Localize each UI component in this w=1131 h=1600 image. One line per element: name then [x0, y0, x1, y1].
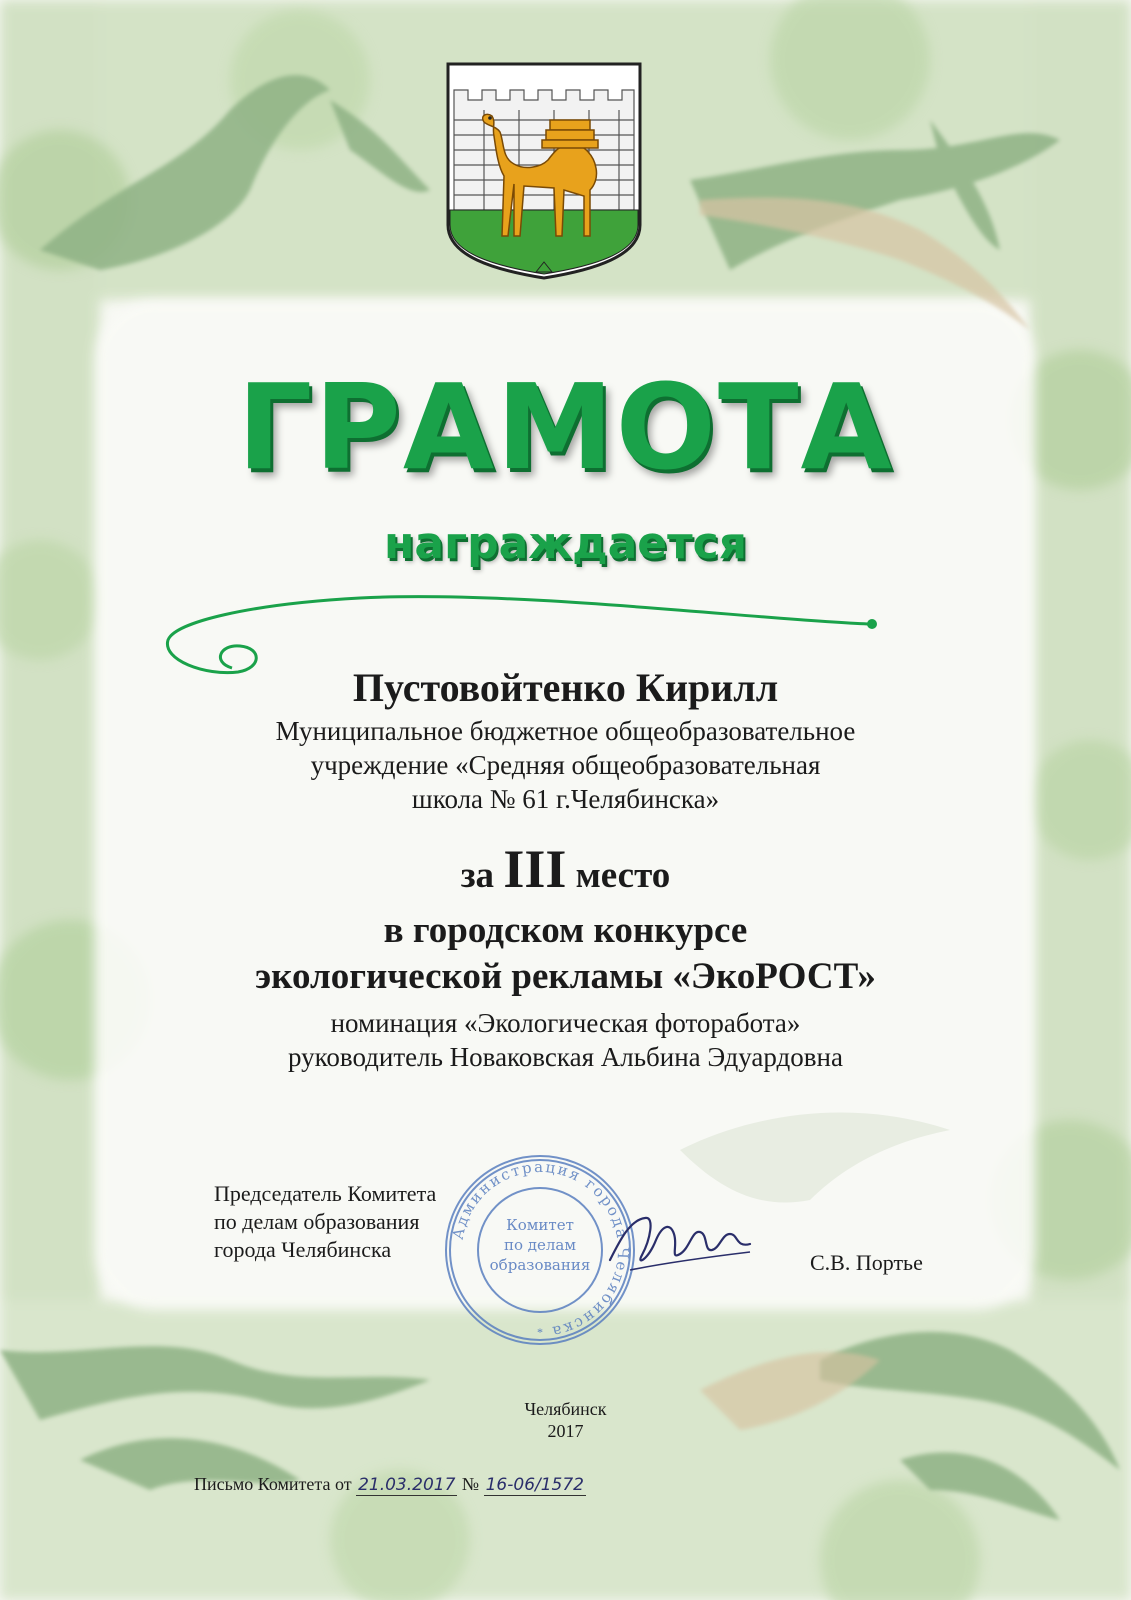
place-prefix: за: [460, 855, 495, 896]
committee-letter: [194, 1474, 586, 1495]
coat-of-arms: [444, 60, 644, 285]
handwritten-signature: [600, 1200, 760, 1290]
signatory-line: Председатель Комитета: [214, 1181, 437, 1206]
recipient-name: Пустовойтенко Кирилл: [352, 665, 779, 710]
stamp-ring-text: Администрация города Челябинска: [448, 1157, 633, 1342]
letter-number: 16-06/1572: [485, 1475, 584, 1495]
signatory-name: С.В. Портье: [810, 1250, 923, 1275]
letter-prefix: Письмо Комитета от: [194, 1474, 352, 1494]
contest-line: в городском конкурсе: [383, 910, 748, 951]
svg-text:*: *: [537, 1325, 543, 1339]
stamp-center-line: Комитет: [506, 1216, 574, 1234]
footer-location: [0, 1398, 1131, 1442]
stamp-center-line: по делам: [503, 1236, 577, 1254]
signatory-line: города Челябинска: [214, 1237, 392, 1262]
footer-year: 2017: [547, 1421, 584, 1441]
letter-date: 21.03.2017: [358, 1475, 456, 1495]
letter-number-prefix: №: [461, 1474, 480, 1494]
place-suffix: место: [575, 855, 671, 896]
place-line: [0, 838, 1131, 900]
contest: [0, 908, 1131, 1000]
supervisor: руководитель Новаковская Альбина Эдуардовна: [288, 1042, 843, 1072]
signatory-line: по делам образования: [214, 1209, 420, 1234]
institution-line: Муниципальное бюджетное общеобразовательное: [275, 716, 856, 746]
institution-line: учреждение «Средняя общеобразовательная: [310, 750, 821, 780]
stamp-center-line: образования: [489, 1256, 591, 1274]
nomination-block: [0, 1006, 1131, 1074]
signatory-title: [214, 1180, 436, 1264]
awarded-subtitle: награждается: [384, 518, 747, 569]
contest-line: экологической рекламы «ЭкоРОСТ»: [255, 956, 876, 997]
institution: [0, 714, 1131, 816]
institution-line: школа № 61 г.Челябинска»: [411, 784, 720, 814]
nomination: номинация «Экологическая фоторабота»: [330, 1008, 801, 1038]
footer-city: Челябинск: [524, 1399, 607, 1419]
place-number: III: [503, 839, 567, 899]
certificate-title: ГРАМОТА: [237, 358, 894, 496]
